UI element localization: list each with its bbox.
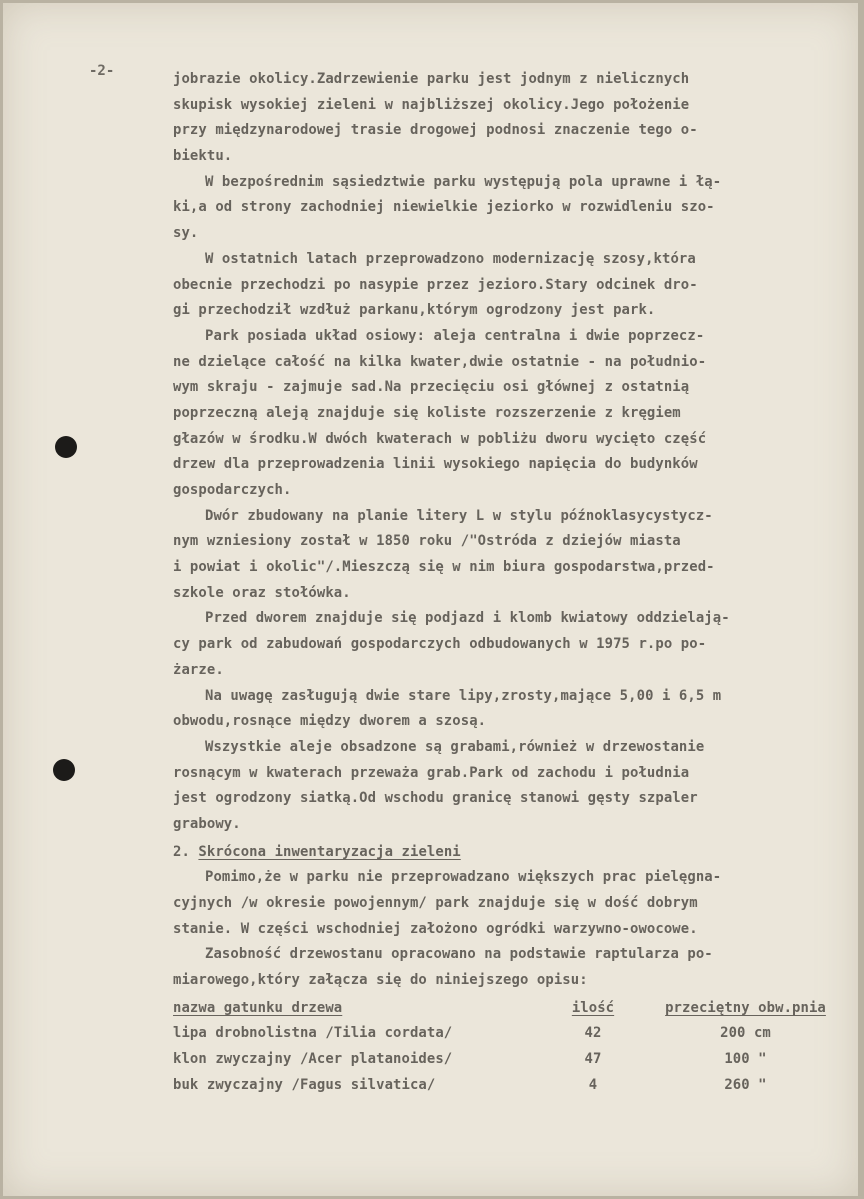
text-line: obecnie przechodzi po nasypie przez jezioro.Stary odcinek dro-	[173, 276, 698, 293]
column-header-species: nazwa gatunku drzewa	[173, 999, 343, 1016]
text-line: sy.	[173, 225, 199, 242]
text-line: przy międzynarodowej trasie drogowej podnosi znaczenie tego o-	[173, 122, 698, 139]
species-name: klon zwyczajny /Acer platanoides/	[173, 1051, 453, 1068]
text-line: cyjnych /w okresie powojennym/ park znajduje się w dość dobrym	[173, 895, 698, 911]
text-line: żarze.	[173, 661, 224, 678]
section-number: 2.	[173, 843, 190, 860]
punch-hole-bottom	[53, 759, 75, 781]
text-line: Zasobność drzewostanu opracowano na podstawie raptularza po-	[205, 946, 713, 963]
table-header-row	[173, 996, 838, 1022]
text-line: Przed dworem znajduje się podjazd i klomb kwiatowy oddzielają-	[205, 610, 730, 627]
punch-hole-top	[55, 436, 77, 458]
section-title: Skrócona inwentaryzacja zieleni	[198, 843, 461, 860]
text-line: poprzeczną aleją znajduje się koliste rozszerzenie z kręgiem	[173, 404, 681, 421]
text-line: gi przechodził wzdłuż parkanu,którym ogrodzony jest park.	[173, 302, 656, 319]
text-line: grabowy.	[173, 815, 241, 832]
species-count: 47	[584, 1051, 602, 1068]
text-line: drzew dla przeprowadzenia linii wysokiego napięcia do budynków	[173, 456, 698, 473]
species-girth: 100 "	[724, 1051, 767, 1068]
species-count: 42	[584, 1025, 602, 1042]
text-line: ki,a od strony zachodniej niewielkie jeziorko w rozwidleniu szo-	[173, 199, 715, 216]
text-line: skupisk wysokiej zieleni w najbliższej okolicy.Jego położenie	[173, 96, 690, 113]
species-table	[173, 996, 838, 1099]
text-line: głazów w środku.W dwóch kwaterach w pobliżu dworu wycięto część	[173, 430, 707, 447]
text-line: rosnącym w kwaterach przeważa grab.Park od zachodu i południa	[173, 764, 690, 781]
document-body	[173, 67, 838, 1099]
species-girth: 260 "	[724, 1076, 767, 1093]
table-row	[173, 1047, 838, 1073]
column-header-count: ilość	[571, 999, 615, 1016]
species-name: lipa drobnolistna /Tilia cordata/	[173, 1025, 453, 1042]
species-count: 4	[588, 1076, 598, 1093]
text-line: wym skraju - zajmuje sad.Na przecięciu osi głównej z ostatnią	[173, 379, 690, 396]
text-line: szkole oraz stołówka.	[173, 584, 351, 601]
text-line: Na uwagę zasługują dwie stare lipy,zrosty,mające 5,00 i 6,5 m	[205, 687, 722, 704]
text-line: cy park od zabudowań gospodarczych odbudowanych w 1975 r.po po-	[173, 636, 707, 653]
section-heading	[173, 840, 838, 866]
species-girth: 200 cm	[720, 1025, 771, 1042]
text-line: Dwór zbudowany na planie litery L w stylu późnoklasycystycz-	[205, 507, 713, 524]
species-name: buk zwyczajny /Fagus silvatica/	[173, 1076, 436, 1093]
text-line: Pomimo,że w parku nie przeprowadzano większych prac pielęgna-	[205, 869, 722, 886]
text-line: ne dzielące całość na kilka kwater,dwie ostatnie - na południo-	[173, 353, 707, 370]
text-line: stanie. W części wschodniej założono ogródki warzywno-owocowe.	[173, 920, 698, 937]
text-line: i powiat i okolic"/.Mieszczą się w nim biura gospodarstwa,przed-	[173, 559, 715, 576]
page-number: -2-	[89, 63, 115, 79]
text-line: miarowego,który załącza się do niniejszego opisu:	[173, 972, 588, 989]
text-line: jest ogrodzony siatką.Od wschodu granicę stanowi gęsty szpaler	[173, 790, 698, 807]
text-line: jobrazie okolicy.Zadrzewienie parku jest jodnym z nielicznych	[173, 71, 690, 87]
table-row	[173, 1073, 838, 1099]
section-paragraph-group	[173, 865, 838, 993]
text-line: biektu.	[173, 148, 233, 165]
document-page	[3, 3, 858, 1196]
paragraph-group	[173, 67, 838, 838]
text-line: W bezpośrednim sąsiedztwie parku występują pola uprawne i łą-	[205, 173, 722, 190]
text-line: W ostatnich latach przeprowadzono modernizację szosy,która	[205, 250, 696, 267]
text-line: nym wzniesiony został w 1850 roku /"Ostróda z dziejów miasta	[173, 533, 681, 550]
text-line: Park posiada układ osiowy: aleja centralna i dwie poprzecz-	[205, 327, 705, 344]
text-line: obwodu,rosnące między dworem a szosą.	[173, 713, 487, 730]
table-row	[173, 1021, 838, 1047]
text-line: Wszystkie aleje obsadzone są grabami,również w drzewostanie	[205, 738, 705, 755]
column-header-girth: przeciętny obw.pnia	[665, 999, 826, 1016]
text-line: gospodarczych.	[173, 482, 292, 498]
